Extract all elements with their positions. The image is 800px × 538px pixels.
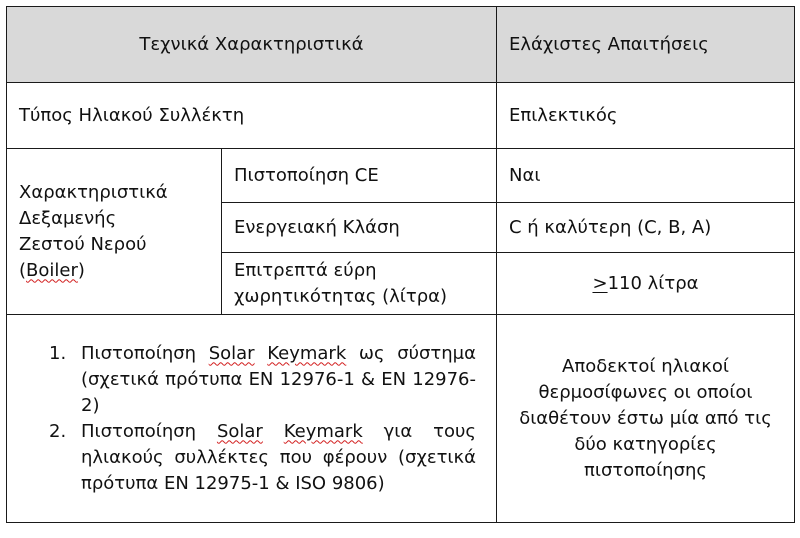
certification-value xyxy=(497,315,795,523)
certification-value-line: πιστοποίησης xyxy=(584,459,707,481)
header-minimum-requirements: Ελάχιστες Απαιτήσεις xyxy=(497,7,795,83)
header-row xyxy=(7,7,795,83)
ce-certification-label: Πιστοποίηση CE xyxy=(222,149,497,203)
keymark-word: Keymark xyxy=(267,342,347,364)
capacity-label xyxy=(222,253,497,315)
text-part: για τους ηλιακούς συλλέκτες που φέρουν (σχετικά πρότυπα EN 12975-1 & ISO 9806) xyxy=(81,420,476,494)
text-part: Πιστοποίηση xyxy=(81,342,209,364)
capacity-label-line: χωρητικότητας (λίτρα) xyxy=(234,285,448,307)
header-technical-characteristics: Τεχνικά Χαρακτηριστικά xyxy=(7,7,497,83)
certification-value-line: θερμοσίφωνες οι οποίοι xyxy=(538,381,753,403)
text-part: Πιστοποίηση xyxy=(81,420,217,442)
keymark-word: Keymark xyxy=(283,420,363,442)
boiler-label-cell xyxy=(7,149,222,315)
certification-row xyxy=(7,315,795,523)
certification-value-line: δύο κατηγορίες xyxy=(574,433,717,455)
energy-class-value: C ή καλύτερη (C, B, A) xyxy=(497,203,795,253)
item-text xyxy=(81,341,476,419)
text-part: ως σύστημα (σχετικά πρότυπα EN 12976-1 & EN 12976-2) xyxy=(81,342,476,416)
boiler-label-line: (Boiler) xyxy=(19,259,85,281)
item-text xyxy=(81,419,476,497)
capacity-label-line: Επιτρεπτά εύρη xyxy=(234,259,377,281)
boiler-ce-row xyxy=(7,149,795,203)
item-number: 1. xyxy=(49,342,67,364)
boiler-word: Boiler xyxy=(26,259,78,281)
certification-cell xyxy=(7,315,497,523)
collector-type-value: Επιλεκτικός xyxy=(497,83,795,149)
capacity-value xyxy=(497,253,795,315)
certification-value-line: διαθέτουν έστω μία από τις xyxy=(519,407,772,429)
item-number: 2. xyxy=(49,420,67,442)
solar-word: Solar xyxy=(216,420,263,442)
certification-list xyxy=(19,341,476,497)
solar-word: Solar xyxy=(208,342,255,364)
boiler-label-line: Ζεστού Νερού xyxy=(19,233,147,255)
ce-certification-value: Ναι xyxy=(497,149,795,203)
collector-type-label: Τύπος Ηλιακού Συλλέκτη xyxy=(7,83,497,149)
collector-type-row xyxy=(7,83,795,149)
capacity-amount: 110 λίτρα xyxy=(607,272,699,294)
boiler-label-line: Χαρακτηριστικά xyxy=(19,181,168,203)
energy-class-label: Ενεργειακή Κλάση xyxy=(222,203,497,253)
greater-equal-symbol: > xyxy=(592,272,608,294)
certification-item xyxy=(49,419,476,497)
certification-value-line: Αποδεκτοί ηλιακοί xyxy=(562,355,729,377)
boiler-label-line: Δεξαμενής xyxy=(19,207,117,229)
specifications-table xyxy=(6,6,795,523)
certification-item xyxy=(49,341,476,419)
text-part xyxy=(255,343,268,364)
text-part xyxy=(263,421,284,442)
